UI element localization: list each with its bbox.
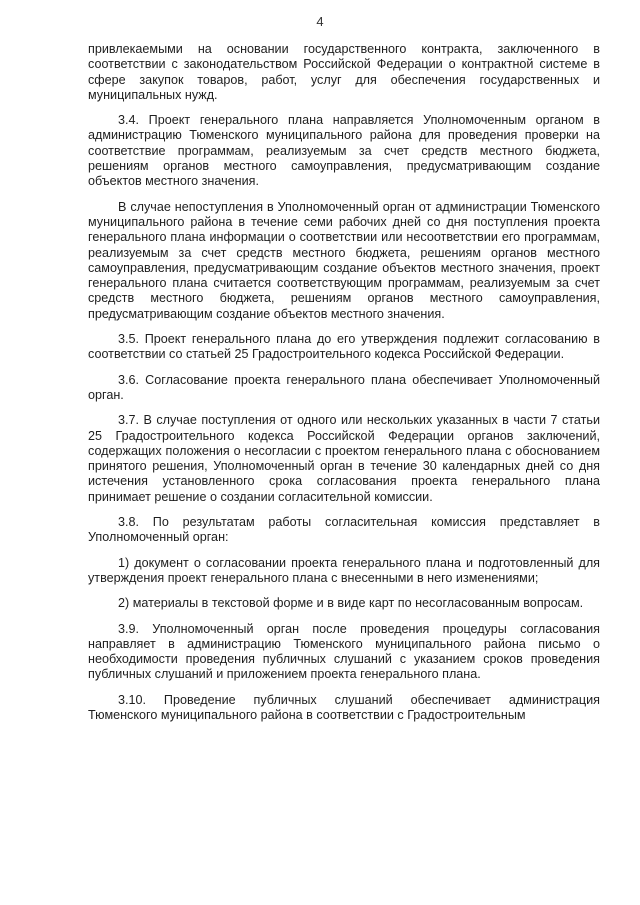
paragraph-3-9: 3.9. Уполномоченный орган после проведения процедуры согласования направляет в администрацию Тюменского муниципального района письмо о необходимости проведения публичных слушаний с указанием сроков проведения публичных слушаний и приложением проекта генерального плана.	[88, 621, 600, 682]
paragraph-3-8: 3.8. По результатам работы согласительная комиссия представляет в Уполномоченный орган:	[88, 515, 600, 545]
paragraph-3-7: 3.7. В случае поступления от одного или нескольких указанных в части 7 статьи 25 Градостроительного кодекса Российской Федерации органов заключений, содержащих положения о несогласии с проектом генерального плана с обоснованием принятого решения, Уполномоченный орган в течение 30 календарных дней со дня истечения установленного срока согласования проекта генерального плана принимает решение о создании согласительной комиссии.	[88, 413, 600, 504]
page-number: 4	[316, 14, 324, 29]
paragraph-3-10: 3.10. Проведение публичных слушаний обеспечивает администрация Тюменского муниципального района в соответствии с Градостроительным	[88, 692, 600, 722]
paragraph-3-6: 3.6. Согласование проекта генерального плана обеспечивает Уполномоченный орган.	[88, 372, 600, 402]
paragraph-3-5: 3.5. Проект генерального плана до его утверждения подлежит согласованию в соответствии со статьей 25 Градостроительного кодекса Российской Федерации.	[88, 332, 600, 362]
document-body	[88, 42, 600, 733]
list-item-1: 1) документ о согласовании проекта генерального плана и подготовленный для утверждения проект генерального плана с внесенными в него изменениями;	[88, 555, 600, 585]
paragraph-non-receipt: В случае непоступления в Уполномоченный орган от администрации Тюменского муниципального района в течение семи рабочих дней со дня поступления проекта генерального плана информации о соответствии или несоответствии его программам, реализуемым за счет средств местного бюджета, решениям органов местного самоуправления, предусматривающим создание объектов местного значения, проект генерального плана считается соответствующим программам, реализуемым за счет средств местного бюджета, решениям органов местного самоуправления, предусматривающим создание объектов местного значения.	[88, 199, 600, 321]
paragraph-3-4: 3.4. Проект генерального плана направляется Уполномоченным органом в администрацию Тюменского муниципального района для проведения проверки на соответствие программам, реализуемым за счет средств местного бюджета, решениям органов местного самоуправления, предусматривающим создание объектов местного значения.	[88, 113, 600, 189]
paragraph-continuation: привлекаемыми на основании государственного контракта, заключенного в соответствии с законодательством Российской Федерации о контрактной системе в сфере закупок товаров, работ, услуг для обеспечения государственных и муниципальных нужд.	[88, 42, 600, 102]
list-item-2: 2) материалы в текстовой форме и в виде карт по несогласованным вопросам.	[118, 596, 584, 611]
